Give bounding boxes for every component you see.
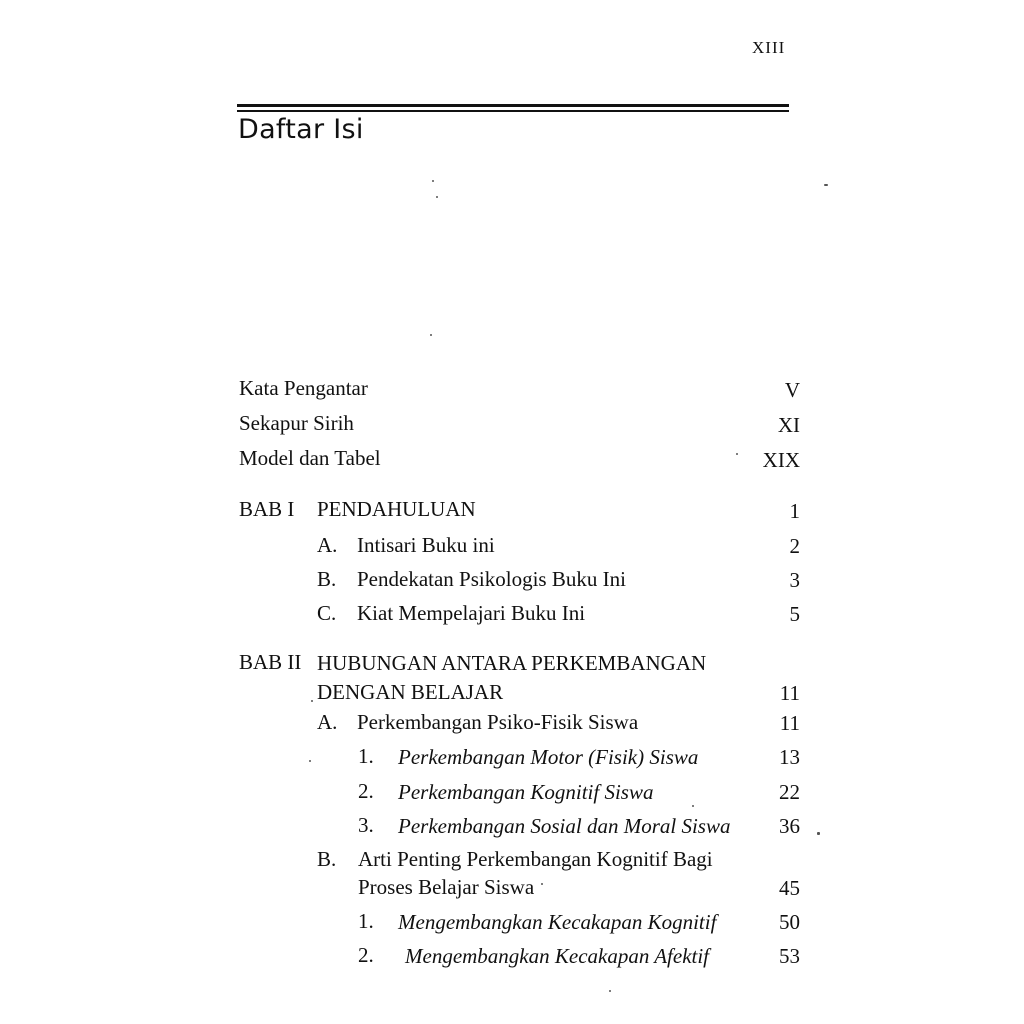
section-label: Kiat Mempelajari Buku Ini <box>357 601 586 625</box>
section-label: Perkembangan Psiko-Fisik Siswa <box>357 710 639 734</box>
chapter-label: BAB II <box>239 650 302 674</box>
chapter-page: 1 <box>789 499 800 523</box>
toc-entry-label: Model dan Tabel <box>239 446 381 470</box>
subsection-page: 13 <box>779 745 800 769</box>
toc-entry-label: Sekapur Sirih <box>239 411 354 435</box>
scan-speck <box>430 334 432 336</box>
section-label: Pendekatan Psikologis Buku Ini <box>357 567 626 591</box>
subsection-label: Perkembangan Sosial dan Moral Siswa <box>398 814 731 838</box>
toc-entry-page: XI <box>777 413 800 437</box>
section-marker: A. <box>317 710 338 734</box>
scan-speck <box>609 990 611 992</box>
toc-entry-label: Kata Pengantar <box>239 376 368 400</box>
subsection-marker: 2. <box>358 943 374 967</box>
scan-speck <box>824 184 828 186</box>
scan-speck <box>432 180 434 182</box>
chapter-title-line1: HUBUNGAN ANTARA PERKEMBANGAN <box>317 651 707 675</box>
subsection-page: 36 <box>779 814 800 838</box>
scan-speck <box>311 700 313 702</box>
subsection-marker: 3. <box>358 813 374 837</box>
subsection-page: 22 <box>779 780 800 804</box>
scan-speck <box>541 883 543 885</box>
section-page: 2 <box>789 534 800 558</box>
chapter-title-line2: DENGAN BELAJAR <box>317 680 504 704</box>
page-title: Daftar Isi <box>238 114 364 145</box>
title-rule-thin <box>237 110 789 112</box>
section-page: 11 <box>779 711 800 735</box>
section-marker: A. <box>317 533 338 557</box>
section-page: 5 <box>789 602 800 626</box>
subsection-marker: 1. <box>358 909 374 933</box>
section-marker: B. <box>317 847 337 871</box>
title-rule-thick <box>237 104 789 107</box>
subsection-marker: 1. <box>358 744 374 768</box>
subsection-label: Mengembangkan Kecakapan Afektif <box>405 944 710 968</box>
section-label-line2: Proses Belajar Siswa <box>358 875 535 899</box>
chapter-page: 11 <box>779 681 800 705</box>
page-number: XIII <box>752 38 786 57</box>
section-marker: C. <box>317 601 337 625</box>
subsection-label: Mengembangkan Kecakapan Kognitif <box>398 910 717 934</box>
scan-speck <box>817 832 820 835</box>
section-label: Intisari Buku ini <box>357 533 495 557</box>
section-page: 45 <box>779 876 800 900</box>
subsection-page: 50 <box>779 910 800 934</box>
subsection-label: Perkembangan Motor (Fisik) Siswa <box>398 745 699 769</box>
section-marker: B. <box>317 567 337 591</box>
subsection-label: Perkembangan Kognitif Siswa <box>398 780 654 804</box>
subsection-marker: 2. <box>358 779 374 803</box>
toc-entry-page: V <box>784 378 800 402</box>
subsection-page: 53 <box>779 944 800 968</box>
scan-speck <box>309 760 311 762</box>
chapter-label: BAB I <box>239 497 295 521</box>
section-page: 3 <box>789 568 800 592</box>
section-label-line1: Arti Penting Perkembangan Kognitif Bagi <box>358 847 713 871</box>
toc-entry-page: XIX <box>762 448 800 472</box>
scan-speck <box>736 453 738 455</box>
scan-speck <box>436 196 438 198</box>
chapter-title: PENDAHULUAN <box>317 497 476 521</box>
scan-speck <box>692 805 694 807</box>
